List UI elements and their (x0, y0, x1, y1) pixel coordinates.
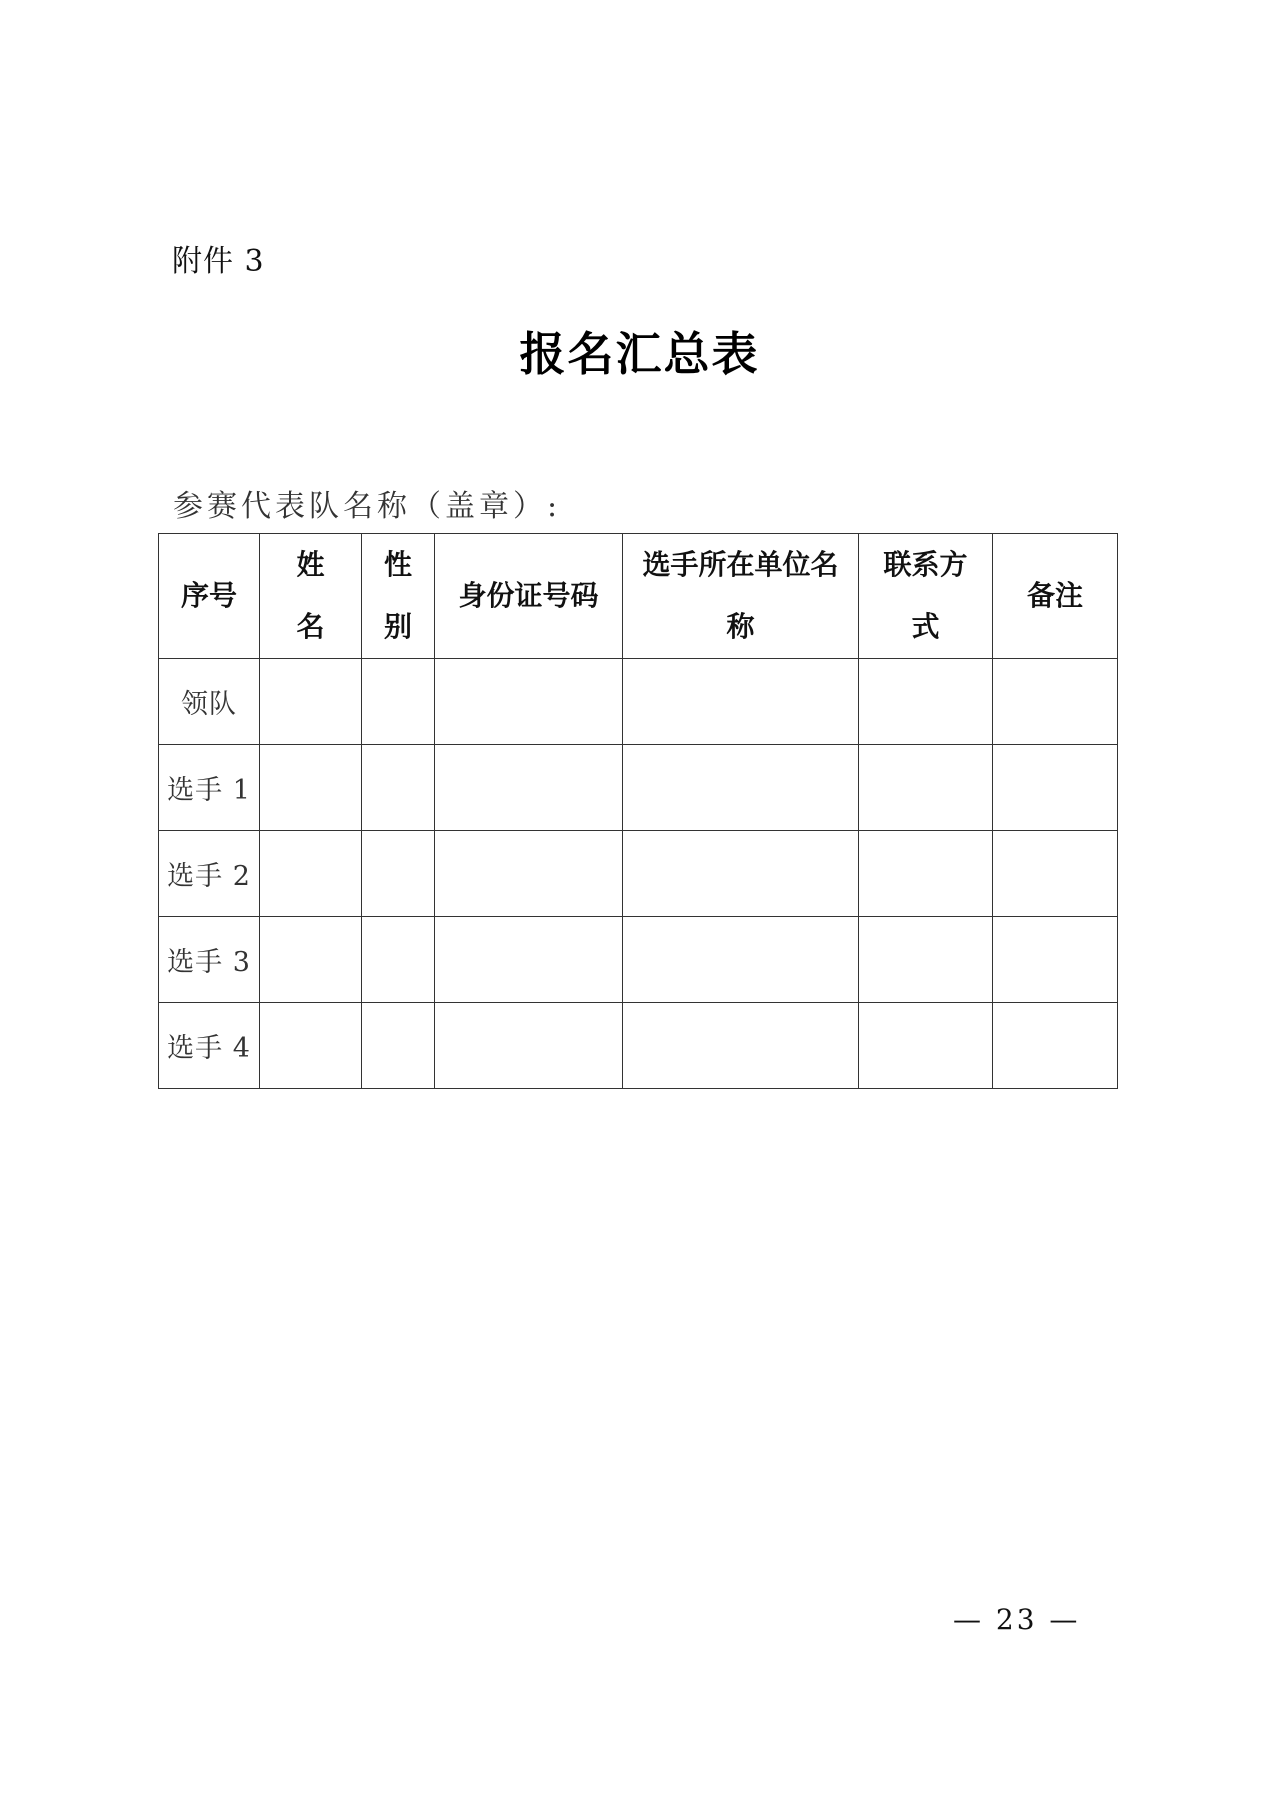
header-contact: 联系方式 (859, 534, 993, 659)
id-number-cell[interactable] (435, 917, 623, 1003)
table-row (159, 659, 1118, 745)
gender-cell[interactable] (362, 917, 435, 1003)
row-label: 选手 1 (159, 745, 260, 831)
employer-cell[interactable] (623, 659, 859, 745)
team-name-label: 参赛代表队名称（盖章）: (173, 489, 562, 524)
name-cell[interactable] (260, 917, 362, 1003)
gender-cell[interactable] (362, 831, 435, 917)
employer-cell[interactable] (623, 745, 859, 831)
remarks-cell[interactable] (993, 831, 1118, 917)
row-label: 领队 (159, 659, 260, 745)
header-gender: 性别 (362, 534, 435, 659)
gender-cell[interactable] (362, 1003, 435, 1089)
remarks-cell[interactable] (993, 659, 1118, 745)
table-row (159, 917, 1118, 1003)
page-title: 报名汇总表 (519, 327, 760, 381)
gender-cell[interactable] (362, 745, 435, 831)
employer-cell[interactable] (623, 831, 859, 917)
contact-cell[interactable] (859, 917, 993, 1003)
row-label: 选手 2 (159, 831, 260, 917)
header-serial-number: 序号 (159, 534, 260, 659)
id-number-cell[interactable] (435, 831, 623, 917)
table-row (159, 745, 1118, 831)
attachment-label: 附件 3 (172, 244, 265, 279)
name-cell[interactable] (260, 745, 362, 831)
table-header-row (159, 534, 1118, 659)
remarks-cell[interactable] (993, 1003, 1118, 1089)
employer-cell[interactable] (623, 1003, 859, 1089)
header-remarks: 备注 (993, 534, 1118, 659)
header-id-number: 身份证号码 (435, 534, 623, 659)
header-name: 姓名 (260, 534, 362, 659)
contact-cell[interactable] (859, 745, 993, 831)
remarks-cell[interactable] (993, 745, 1118, 831)
gender-cell[interactable] (362, 659, 435, 745)
row-label: 选手 4 (159, 1003, 260, 1089)
employer-cell[interactable] (623, 917, 859, 1003)
remarks-cell[interactable] (993, 917, 1118, 1003)
contact-cell[interactable] (859, 831, 993, 917)
table-row (159, 831, 1118, 917)
table-row (159, 1003, 1118, 1089)
row-label: 选手 3 (159, 917, 260, 1003)
header-employer-name: 选手所在单位名称 (623, 534, 859, 659)
name-cell[interactable] (260, 1003, 362, 1089)
id-number-cell[interactable] (435, 1003, 623, 1089)
name-cell[interactable] (260, 831, 362, 917)
id-number-cell[interactable] (435, 745, 623, 831)
registration-table (158, 533, 1118, 1089)
id-number-cell[interactable] (435, 659, 623, 745)
name-cell[interactable] (260, 659, 362, 745)
contact-cell[interactable] (859, 1003, 993, 1089)
page-number: — 23 — (953, 1603, 1081, 1636)
contact-cell[interactable] (859, 659, 993, 745)
